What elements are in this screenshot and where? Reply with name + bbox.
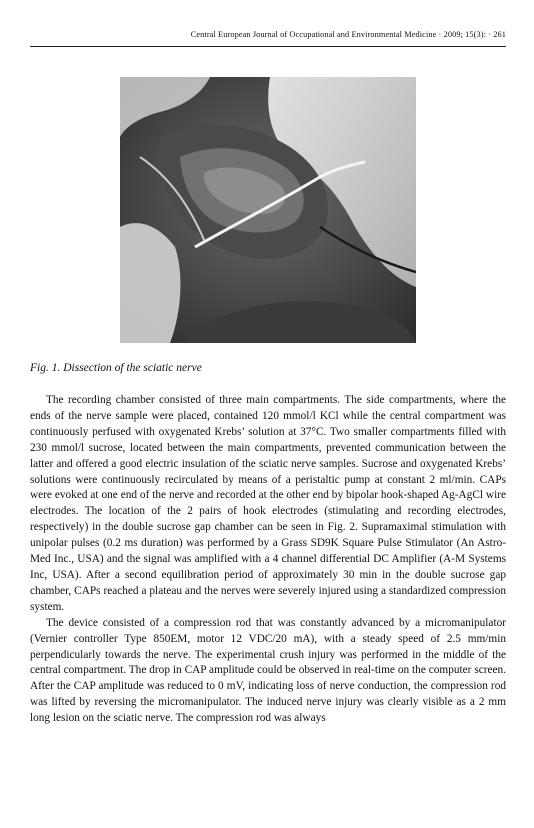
- dissection-photo: [120, 77, 416, 343]
- header-rule: [30, 46, 506, 47]
- figure-caption: Fig. 1. Dissection of the sciatic nerve: [30, 362, 202, 374]
- body-text: [30, 393, 506, 727]
- running-header: [30, 30, 506, 44]
- paragraph-1: The recording chamber consisted of three main compartments. The side compartments, where the ends of the nerve sample were placed, contained 120 mmol/l KCl while the central compartment was continuously perfused with oxygenated Krebs’ solution at 37°C. Two smaller compartments filled with 230 mmol/l sucrose, located between the main compartments, prevented communication between the latter and offered a good electric insulation of the sciatic nerve samples. Sucrose and oxygenated Krebs’ solutions were continuously recirculated by means of a peristaltic pump at constant 2 ml/min. CAPs were evoked at one end of the nerve and recorded at the other end by bipolar hook-shaped Ag-AgCl wire electrodes. The location of the 2 pairs of hook electrodes (stimulating and recording electrodes, respectively) in the double sucrose gap chamber can be seen in Fig. 2. Supramaximal stimulation with unipolar pulses (0.2 ms duration) was performed by a Grass SD9K Square Pulse Stimulator (An Astro-Med Inc., USA) and the signal was amplified with a 4 channel differential DC Amplifier (A-M Systems Inc, USA). After a second equilibration period of approximately 30 min in the double sucrose gap chamber, CAPs reached a plateau and the nerves were severely injured using a standardized compression system.: [30, 394, 506, 613]
- paragraph-2: The device consisted of a compression rod that was constantly advanced by a micromanipulator (Vernier controller Type 850EM, motor 12 VDC/20 mA), with a steady speed of 2.5 mm/min perpendicularly towards the nerve. The experimental crush injury was performed in the middle of the central compartment. The drop in CAP amplitude could be observed in real-time on the computer screen. After the CAP amplitude was reduced to 0 mV, indicating loss of nerve conduction, the compression rod was lifted by reversing the micromanipulator. The induced nerve injury was clearly visible as a 2 mm long lesion on the sciatic nerve. The compression rod was always: [30, 616, 506, 725]
- figure-photo: [120, 77, 416, 343]
- running-title: Central European Journal of Occupational and Environmental Medicine · 2009; 15(3): · 261: [190, 30, 506, 39]
